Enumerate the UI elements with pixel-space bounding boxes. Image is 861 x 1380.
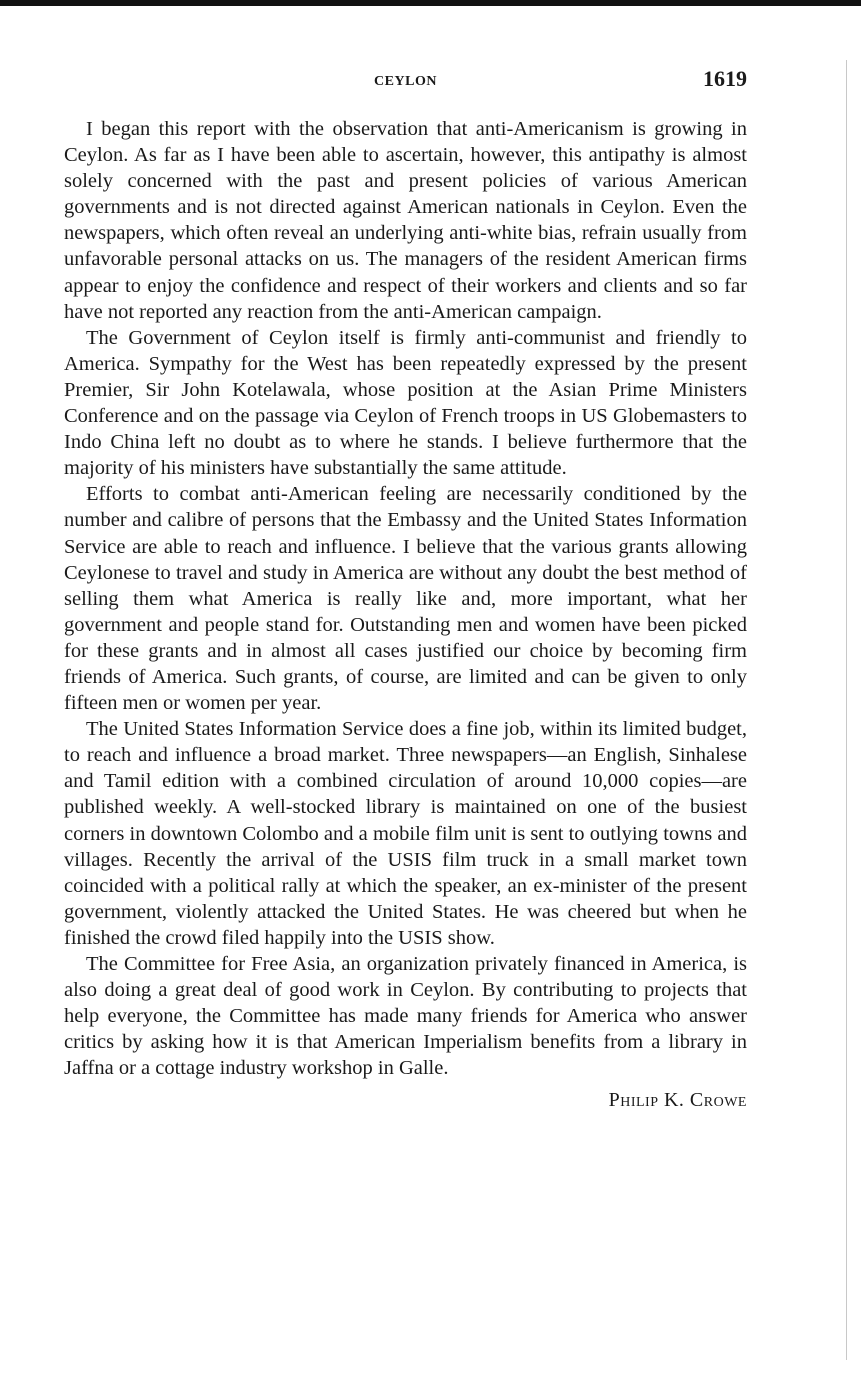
- page-number: 1619: [703, 66, 747, 91]
- paragraph: I began this report with the observation that anti-Americanism is growing in Ceylon. As far as I have been able to ascertain, however, this antipathy is almost solely concerned with the past and present policies of various American governments and is not directed against American nationals in Ceylon. Even the newspapers, which often reveal an underlying anti-white bias, refrain usually from unfavorable personal attacks on us. The managers of the resident American firms appear to enjoy the confidence and respect of their workers and clients and so far have not reported any reaction from the anti-American campaign.: [64, 118, 747, 323]
- paragraph: Efforts to combat anti-American feeling are necessarily conditioned by the number and calibre of persons that the Embassy and the United States Information Service are able to reach and influence. I believe that the various grants allowing Ceylonese to travel and study in America are without any doubt the best method of selling them what America is really like and, more important, what her government and people stand for. Outstanding men and women have been picked for these grants and in almost all cases justified our choice by becoming firm friends of America. Such grants, of course, are limited and can be given to only fifteen men or women per year.: [64, 483, 747, 715]
- paragraph: The Government of Ceylon itself is firmly anti-communist and friendly to America. Sympathy for the West has been repeatedly expressed by the present Premier, Sir John Kotelawala, whose position at the Asian Prime Ministers Conference and on the passage via Ceylon of French troops in US Globemasters to Indo China left no doubt as to where he stands. I believe furthermore that the majority of his ministers have substantially the same attitude.: [64, 326, 747, 480]
- document-page: [64, 62, 747, 1112]
- running-title: CEYLON: [374, 74, 437, 89]
- page-edge: [846, 60, 847, 1360]
- body-text: [64, 116, 747, 1081]
- paragraph: The United States Information Service does a fine job, within its limited budget, to reach and influence a broad market. Three newspapers—an English, Sinhalese and Tamil edition with a combined circulation of around 10,000 copies—are published weekly. A well-stocked library is maintained on one of the busiest corners in downtown Colombo and a mobile film unit is sent to outlying towns and villages. Recently the arrival of the USIS film truck in a small market town coincided with a political rally at which the speaker, an ex-minister of the present government, violently attacked the United States. He was cheered but when he finished the crowd filed happily into the USIS show.: [64, 718, 747, 949]
- author-signature: Philip K. Crowe: [608, 1089, 747, 1112]
- paragraph: The Committee for Free Asia, an organization privately financed in America, is also doing a great deal of good work in Ceylon. By contributing to projects that help everyone, the Committee has made many friends for America who answer critics by asking how it is that American Imperialism benefits from a library in Jaffna or a cottage industry workshop in Galle.: [64, 953, 747, 1080]
- running-header: [64, 62, 747, 96]
- top-border: [0, 0, 861, 6]
